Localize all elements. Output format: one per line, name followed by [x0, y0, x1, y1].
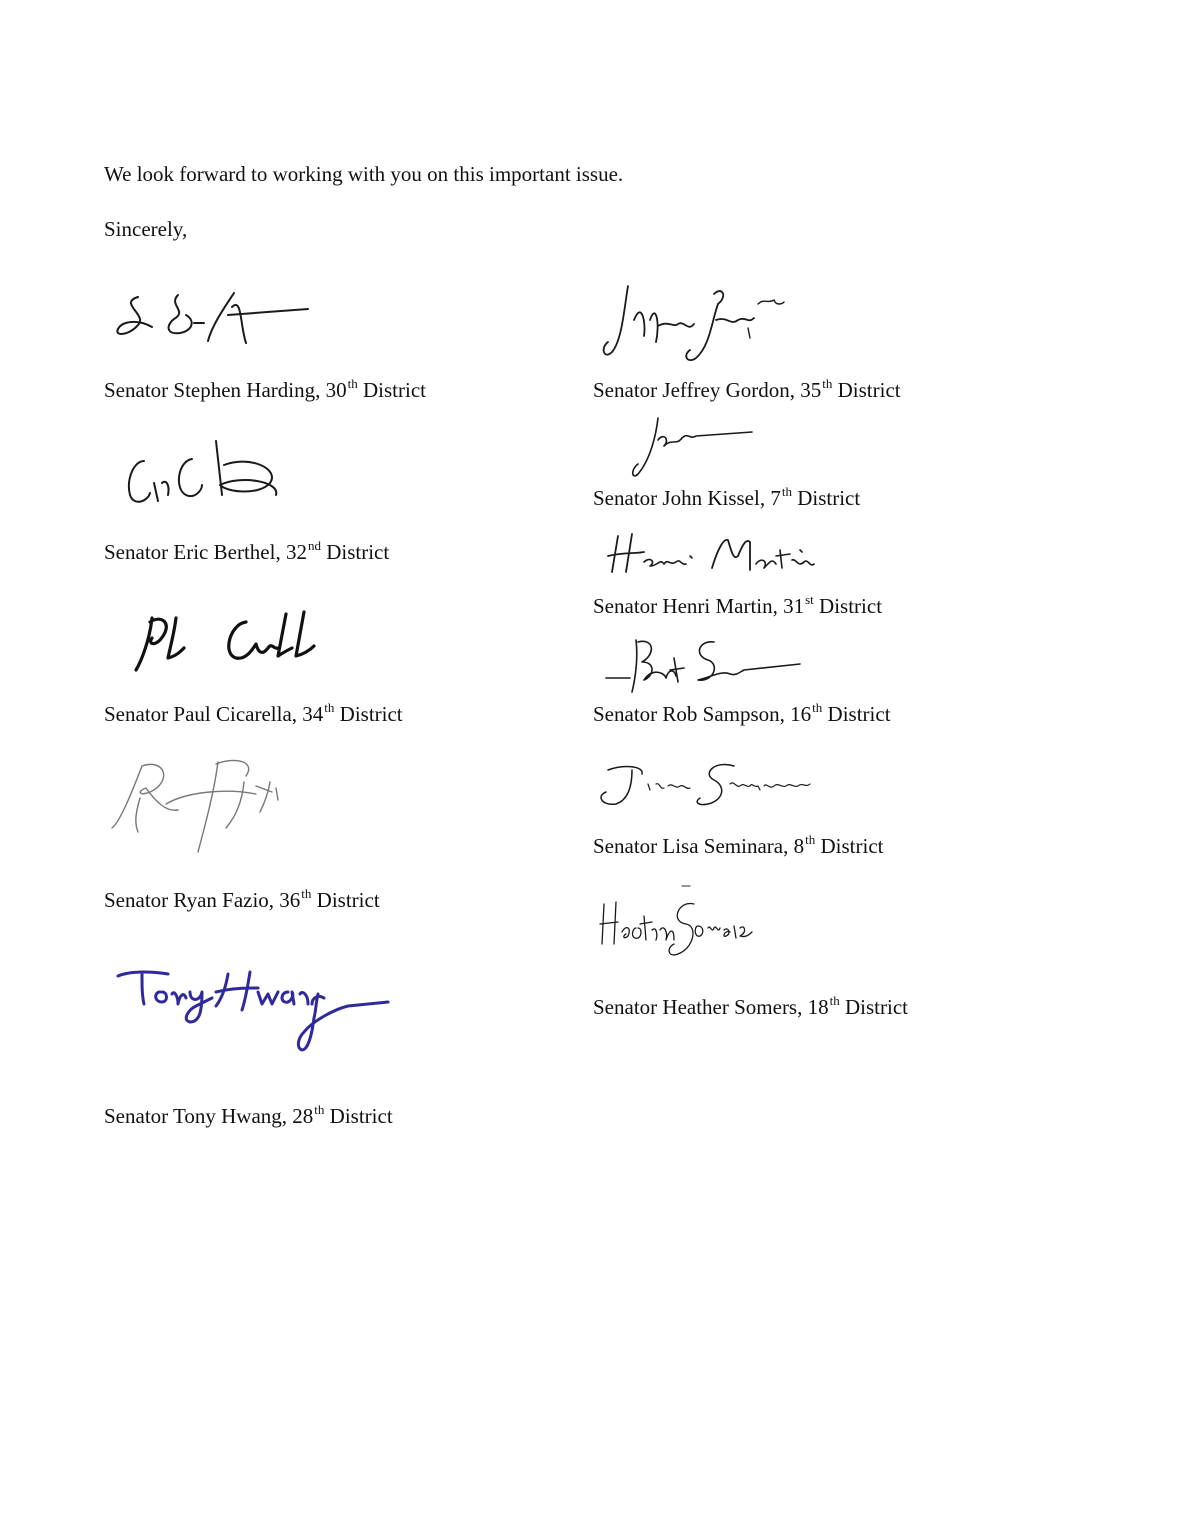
signer-label-stephen-harding: Senator Stephen Harding, 30th District — [104, 376, 426, 402]
signer-label-jeffrey-gordon: Senator Jeffrey Gordon, 35th District — [593, 376, 901, 402]
signer-label-ryan-fazio: Senator Ryan Fazio, 36th District — [104, 886, 380, 912]
signer-label-lisa-seminara: Senator Lisa Seminara, 8th District — [593, 832, 884, 858]
signer-label-rob-sampson: Senator Rob Sampson, 16th District — [593, 700, 891, 726]
signature-john-kissel — [628, 412, 758, 484]
signer-label-tony-hwang: Senator Tony Hwang, 28th District — [104, 1102, 393, 1128]
salutation: Sincerely, — [104, 217, 188, 241]
signature-stephen-harding — [108, 285, 318, 355]
signer-label-paul-cicarella: Senator Paul Cicarella, 34th District — [104, 700, 403, 726]
signature-heather-somers — [594, 882, 754, 966]
signature-eric-berthel — [120, 435, 290, 515]
signer-label-john-kissel: Senator John Kissel, 7th District — [593, 484, 861, 510]
signature-tony-hwang — [112, 958, 392, 1058]
closing-line: We look forward to working with you on this important issue. — [104, 162, 624, 186]
signer-label-eric-berthel: Senator Eric Berthel, 32nd District — [104, 538, 390, 564]
signature-ryan-fazio — [106, 752, 286, 858]
signature-paul-cicarella — [128, 604, 328, 676]
signature-henri-martin — [604, 528, 824, 580]
signature-lisa-seminara — [594, 758, 824, 814]
signature-jeffrey-gordon — [598, 280, 788, 372]
signature-rob-sampson — [604, 632, 804, 698]
signer-label-henri-martin: Senator Henri Martin, 31st District — [593, 592, 883, 618]
signer-label-heather-somers: Senator Heather Somers, 18th District — [593, 993, 908, 1019]
